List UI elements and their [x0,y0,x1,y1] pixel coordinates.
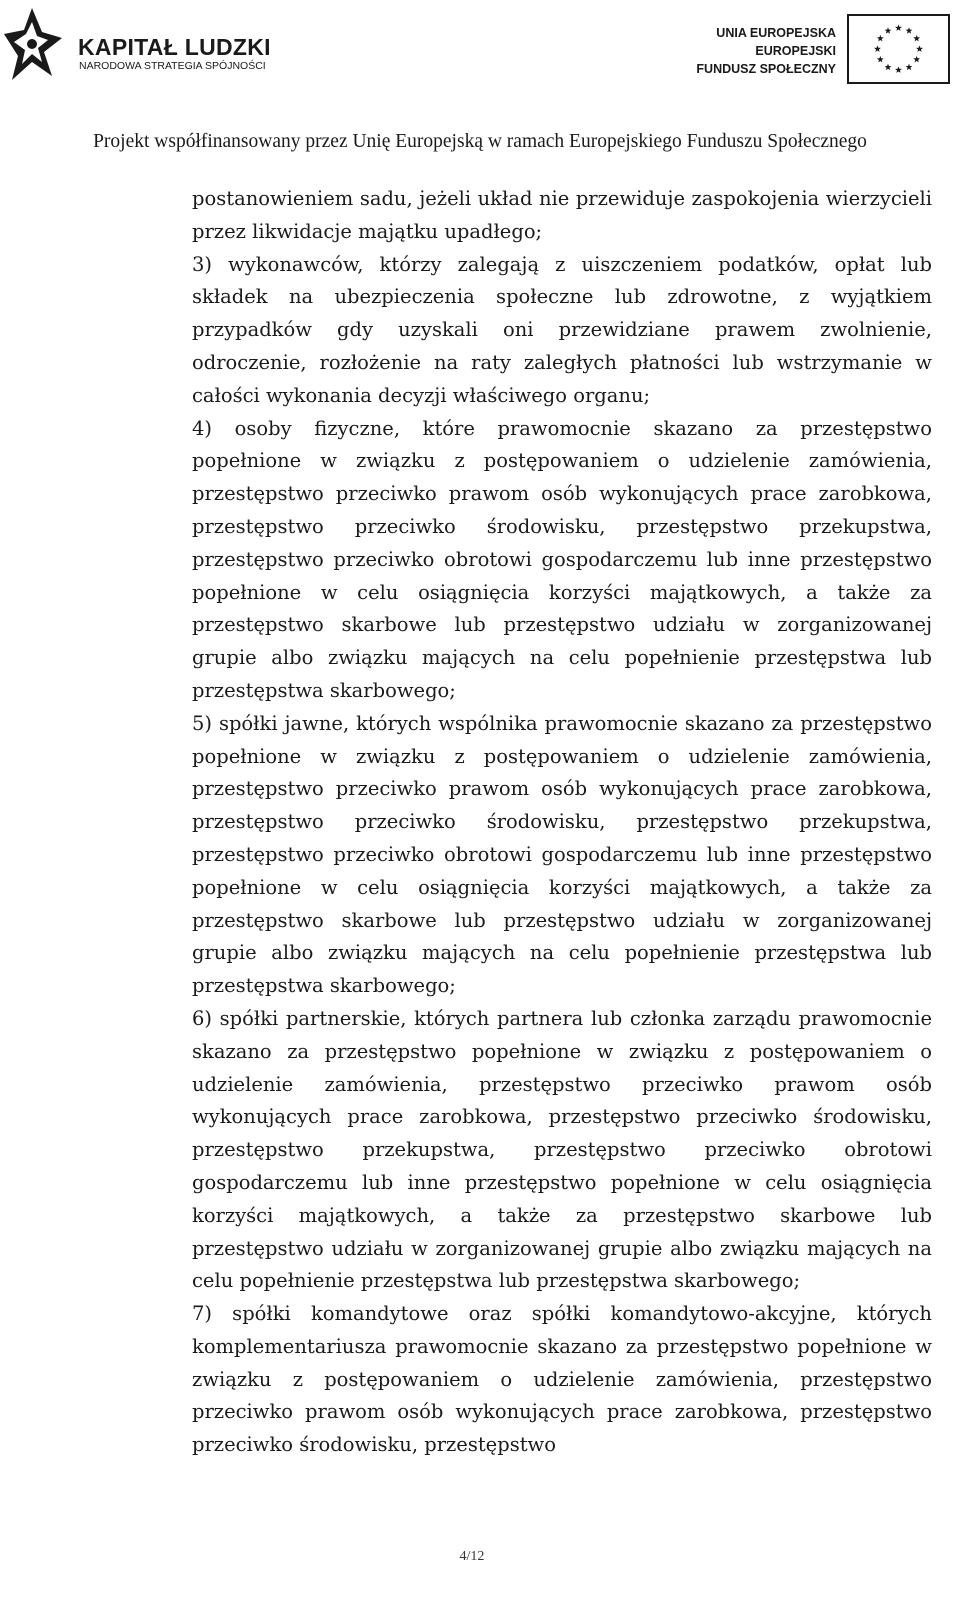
project-cofinancing-line: Projekt współfinansowany przez Unię Europejską w ramach Europejskiego Funduszu Społecznego [93,131,867,152]
eu-star-icon [895,24,902,31]
paragraph: 6) spółki partnerskie, których partnera lub członka zarządu prawomocnie skazano za przestępstwo popełnione w związku z postępowaniem o udzielenie zamówienia, przestępstwo przeciwko prawom osób wykonujących prace zarobkowa, przestępstwo przeciwko środowisku, przestępstwo przekupstwa, przestępstwo przeciwko obrotowi gospodarczemu lub inne przestępstwo popełnione w celu osiągnięcia korzyści majątkowych, a także za przestępstwo skarbowe lub przestępstwo udziału w zorganizowanej grupie albo związku mających na celu popełnienie przestępstwa lub przestępstwa skarbowego; [192,1006,932,1293]
eu-logo-text [696,24,836,78]
eu-logo-line1: UNIA EUROPEJSKA [716,26,836,40]
kapital-ludzki-title: KAPITAŁ LUDZKI [78,34,271,60]
eu-star-icon [885,27,892,34]
eu-star-icon [906,64,913,71]
paragraph: postanowieniem sadu, jeżeli układ nie przewiduje zaspokojenia wierzycieli przez likwidacje majątku upadłego; [192,187,932,243]
eu-logo-line2: EUROPEJSKI [755,44,836,58]
eu-star-icon [885,64,892,71]
eu-logo-line3: FUNDUSZ SPOŁECZNY [696,62,836,76]
paragraph: 5) spółki jawne, których wspólnika prawomocnie skazano za przestępstwo popełnione w związku z postępowaniem o udzielenie zamówienia, przestępstwo przeciwko prawom osób wykonujących prace zarobkowa, przestępstwo przeciwko środowisku, przestępstwo przekupstwa, przestępstwo przeciwko obrotowi gospodarczemu lub inne przestępstwo popełnione w celu osiągnięcia korzyści majątkowych, a także za przestępstwo skarbowe lub przestępstwo udziału w zorganizowanej grupie albo związku mających na celu popełnienie przestępstwa lub przestępstwa skarbowego; [192,711,932,998]
eu-stars-icon [849,16,948,82]
eu-flag-icon [847,14,950,84]
eu-logo [660,12,956,88]
kapital-ludzki-logo [2,4,302,88]
eu-star-icon [895,66,902,73]
eu-star-icon [877,35,884,42]
eu-star-icon [906,27,913,34]
eu-star-icon [913,56,920,63]
paragraph: 4) osoby fizyczne, które prawomocnie skazano za przestępstwo popełnione w związku z postępowaniem o udzielenie zamówienia, przestępstwo przeciwko prawom osób wykonujących prace zarobkowa, przestępstwo przeciwko środowisku, przestępstwo przekupstwa, przestępstwo przeciwko obrotowi gospodarczemu lub inne przestępstwo popełnione w celu osiągnięcia korzyści majątkowych, a także za przestępstwo skarbowe lub przestępstwo udziału w zorganizowanej grupie albo związku mających na celu popełnienie przestępstwa lub przestępstwa skarbowego; [192,416,932,702]
kapital-ludzki-subtitle: NARODOWA STRATEGIA SPÓJNOŚCI [79,60,266,72]
paragraph: 7) spółki komandytowe oraz spółki komandytowo-akcyjne, których komplementariusza prawomocnie skazano za przestępstwo popełnione w związku z postępowaniem o udzielenie zamówienia, przestępstwo przeciwko prawom osób wykonujących prace zarobkowa, przestępstwo przeciwko środowisku, przestępstwo [192,1302,932,1457]
eu-star-icon [877,56,884,63]
eu-star-icon [874,45,881,52]
eu-star-icon [913,35,920,42]
kapital-ludzki-emblem-icon [2,4,64,88]
eu-star-icon [916,45,923,52]
page-header [0,0,960,120]
page-number: 4/12 [459,1549,485,1564]
document-body [192,183,932,1462]
paragraph: 3) wykonawców, którzy zalegają z uiszczeniem podatków, opłat lub składek na ubezpieczenia społeczne lub zdrowotne, z wyjątkiem przypadków gdy uzyskali oni przewidziane prawem zwolnienie, odroczenie, rozłożenie na raty zaległych płatności lub wstrzymanie w całości wykonania decyzji właściwego organu; [192,252,932,407]
